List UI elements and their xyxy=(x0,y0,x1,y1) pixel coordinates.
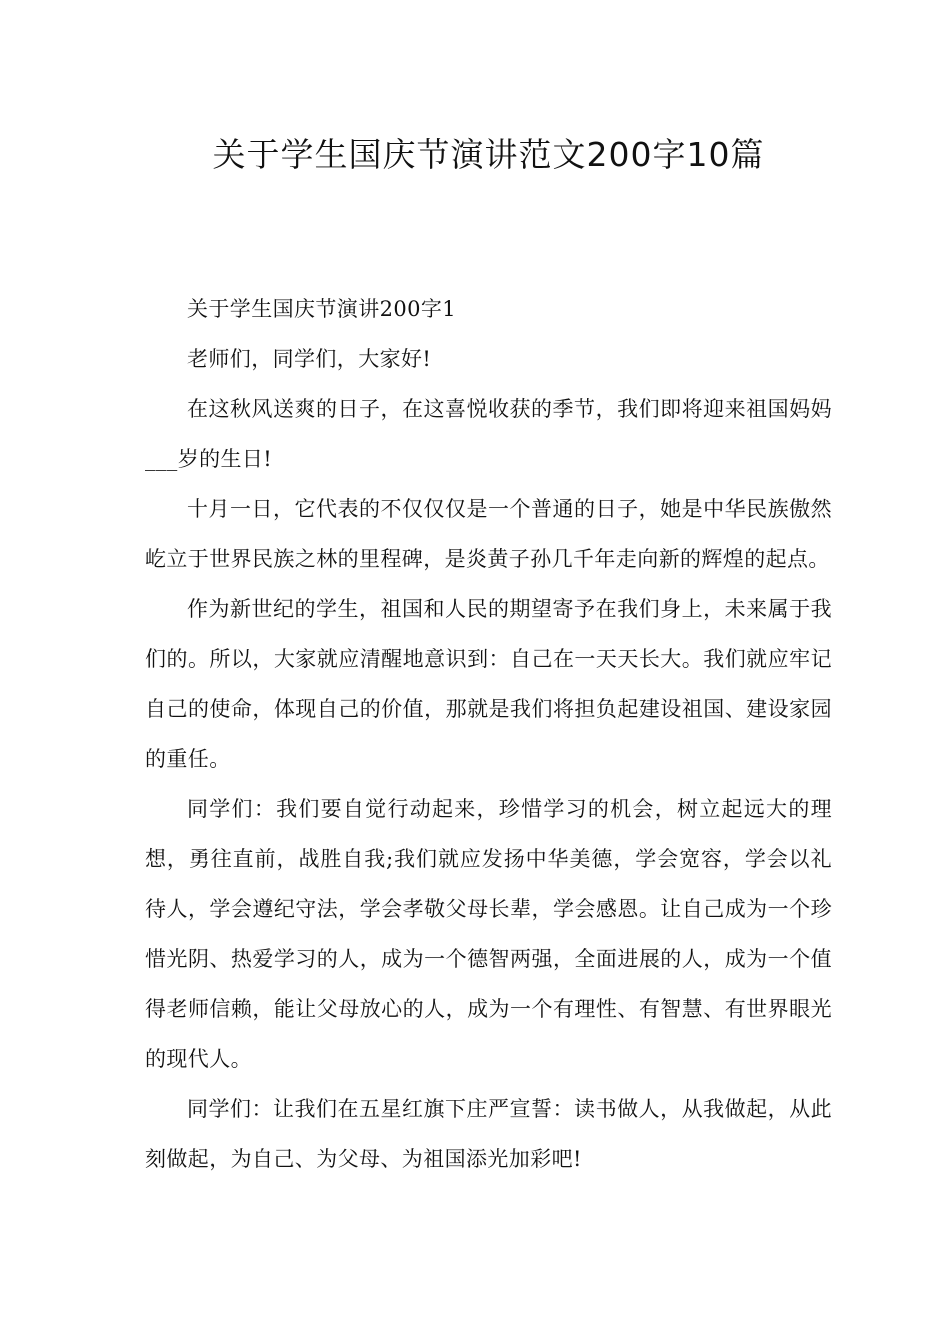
paragraph-heading: 关于学生国庆节演讲200字1 xyxy=(187,297,457,321)
document-title: 关于学生国庆节演讲范文200字10篇 xyxy=(212,135,765,174)
document-body xyxy=(145,284,832,1184)
paragraph: 同学们：让我们在五星红旗下庄严宣誓：读书做人，从我做起，从此刻做起，为自己、为父母、为祖国添光加彩吧! xyxy=(145,1097,832,1171)
paragraph: 作为新世纪的学生，祖国和人民的期望寄予在我们身上，未来属于我们的。所以，大家就应清醒地意识到：自己在一天天长大。我们就应牢记自己的使命，体现自己的价值，那就是我们将担负起建设祖国、建设家园的重任。 xyxy=(145,597,832,771)
paragraph: 在这秋风送爽的日子，在这喜悦收获的季节，我们即将迎来祖国妈妈___岁的生日! xyxy=(145,397,832,471)
paragraph: 同学们：我们要自觉行动起来，珍惜学习的机会，树立起远大的理想，勇往直前，战胜自我;我们就应发扬中华美德，学会宽容，学会以礼待人，学会遵纪守法，学会孝敬父母长辈，学会感恩。让自己成为一个珍惜光阴、热爱学习的人，成为一个德智两强，全面进展的人，成为一个值得老师信赖，能让父母放心的人，成为一个有理性、有智慧、有世界眼光的现代人。 xyxy=(145,797,832,1071)
paragraph: 十月一日，它代表的不仅仅仅是一个普通的日子，她是中华民族傲然屹立于世界民族之林的里程碑，是炎黄子孙几千年走向新的辉煌的起点。 xyxy=(145,497,832,571)
paragraph-greeting: 老师们，同学们，大家好! xyxy=(187,347,432,371)
